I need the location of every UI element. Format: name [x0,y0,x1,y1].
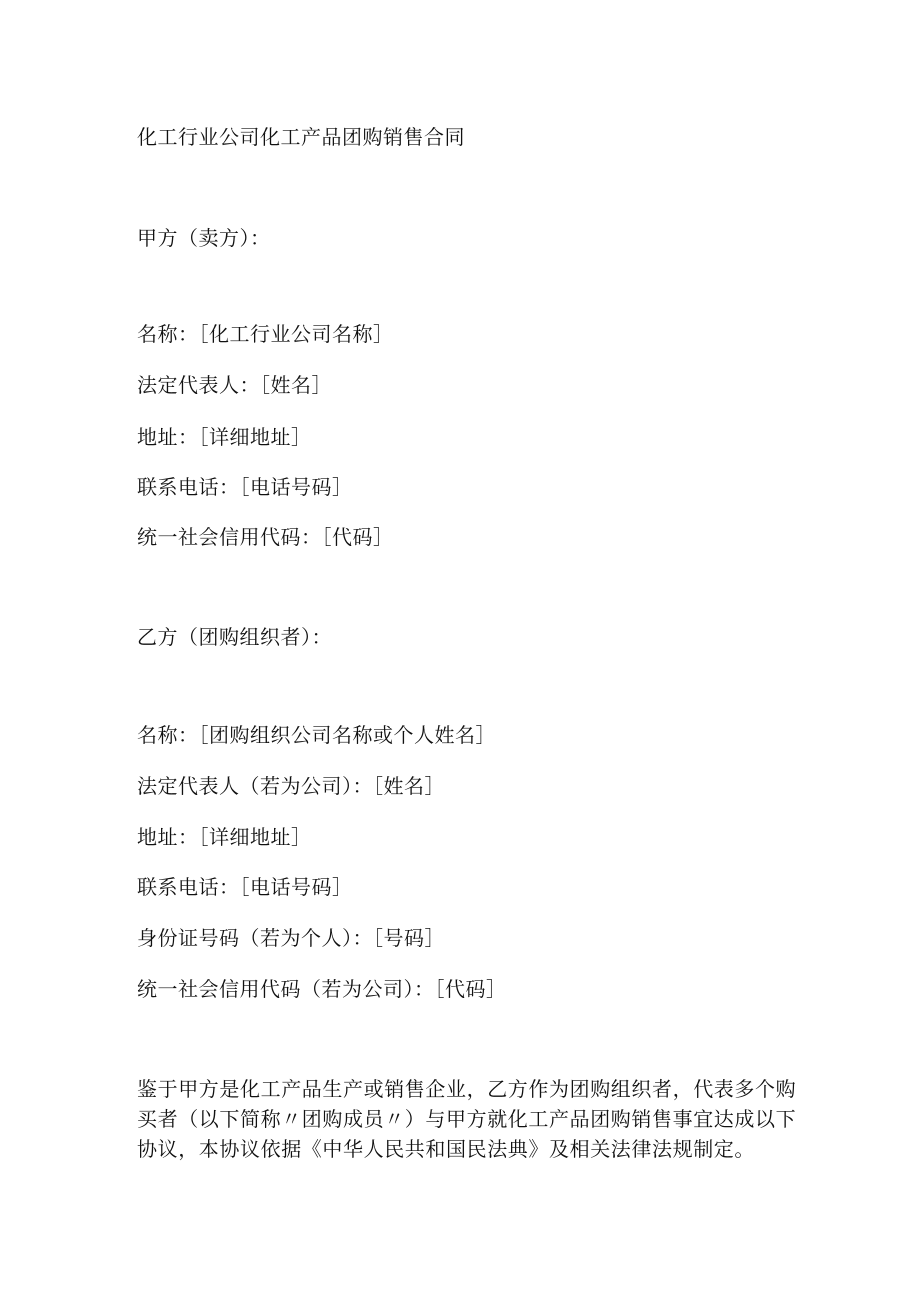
party-a-heading: 甲方（卖方）： [137,226,271,250]
party-b-representative: 法定代表人（若为公司）：［姓名］ [137,774,445,798]
party-a-representative: 法定代表人：［姓名］ [137,373,332,397]
party-a-name: 名称：［化工行业公司名称］ [137,322,394,346]
party-b-id-number: 身份证号码（若为个人）：［号码］ [137,926,445,950]
party-b-address: 地址：［详细地址］ [137,825,312,849]
preamble-line-2: 买者（以下简称〃团购成员〃）与甲方就化工产品团购销售事宜达成以下 [137,1107,797,1131]
party-b-name: 名称：［团购组织公司名称或个人姓名］ [137,723,496,747]
party-a-phone: 联系电话：［电话号码］ [137,475,353,499]
preamble-line-3: 协议，本协议依据《中华人民共和国民法典》及相关法律法规制定。 [137,1137,755,1161]
party-b-credit-code: 统一社会信用代码（若为公司）：［代码］ [137,977,507,1001]
contract-title: 化工行业公司化工产品团购销售合同 [137,125,465,149]
party-b-phone: 联系电话：［电话号码］ [137,875,353,899]
party-a-credit-code: 统一社会信用代码：［代码］ [137,525,394,549]
party-b-heading: 乙方（团购组织者）： [137,625,332,649]
preamble-paragraph [137,1074,797,1164]
party-a-address: 地址：［详细地址］ [137,425,312,449]
preamble-line-1: 鉴于甲方是化工产品生产或销售企业，乙方作为团购组织者，代表多个购 [137,1077,797,1101]
